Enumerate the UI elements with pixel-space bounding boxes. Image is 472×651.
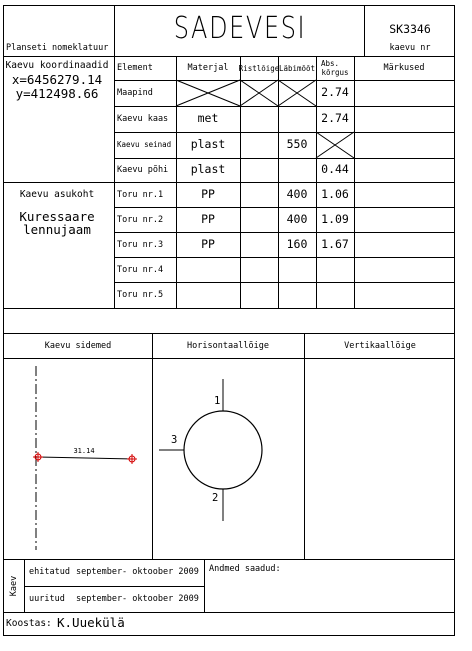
horizontal-section-label: Horisontaallõige bbox=[187, 341, 269, 351]
page-title: SADEVESI bbox=[173, 11, 307, 46]
row-diameter: 160 bbox=[286, 237, 308, 251]
header-notes: Märkused bbox=[383, 63, 425, 73]
row-diameter: 400 bbox=[286, 212, 308, 226]
ties-label: Kaevu sidemed bbox=[44, 341, 112, 351]
row-height: 1.09 bbox=[321, 212, 349, 226]
well-id-label: kaevu nr bbox=[389, 43, 431, 53]
location-line1: Kuressaare bbox=[19, 209, 95, 224]
row-element: Toru nr.2 bbox=[117, 215, 164, 225]
location-label: Kaevu asukoht bbox=[19, 189, 95, 200]
coords-label: Kaevu koordinaadid bbox=[5, 60, 109, 71]
header-abs-height: kõrgus bbox=[321, 68, 349, 77]
row-element: Toru nr.4 bbox=[117, 265, 164, 275]
row-element: Kaevu seinad bbox=[117, 140, 172, 149]
vertical-section-label: Vertikaallõige bbox=[344, 341, 416, 351]
header-element: Element bbox=[117, 63, 153, 73]
surveyed-label: uuritud bbox=[29, 594, 65, 604]
row-element: Maapind bbox=[117, 88, 153, 98]
row-material: PP bbox=[201, 187, 215, 201]
row-material: plast bbox=[190, 137, 226, 151]
ties-distance: 31.14 bbox=[73, 447, 95, 455]
row-height: 2.74 bbox=[321, 85, 349, 99]
row-height: 0.44 bbox=[321, 162, 349, 176]
surveyed-date: september- oktoober 2009 bbox=[76, 594, 199, 604]
row-diameter: 400 bbox=[286, 187, 308, 201]
kaev-label: Kaev bbox=[8, 575, 19, 597]
built-label: ehitatud bbox=[29, 567, 70, 577]
compiler-name: K.Uuekülä bbox=[57, 615, 125, 630]
coord-y: y=412498.66 bbox=[15, 86, 99, 101]
row-element: Toru nr.1 bbox=[117, 190, 164, 200]
well-circle bbox=[184, 411, 262, 489]
well-id: SK3346 bbox=[389, 22, 431, 36]
compiler-label: Koostas: bbox=[6, 618, 52, 629]
built-date: september- oktoober 2009 bbox=[76, 567, 199, 577]
row-material: PP bbox=[201, 237, 215, 251]
header-abs-height: Abs. bbox=[320, 59, 340, 68]
row-element: Toru nr.5 bbox=[117, 290, 164, 300]
pipe-label: 2 bbox=[212, 492, 219, 504]
row-height: 1.67 bbox=[321, 237, 349, 251]
coord-x: x=6456279.14 bbox=[11, 72, 103, 87]
row-height: 1.06 bbox=[321, 187, 349, 201]
header-material: Materjal bbox=[187, 63, 229, 73]
row-element: Kaevu kaas bbox=[117, 114, 169, 124]
header-diameter: Läbimõõt bbox=[278, 64, 316, 73]
row-material: met bbox=[197, 111, 219, 125]
plansheet-label: Planseti nomeklatuur bbox=[6, 43, 109, 53]
row-element: Kaevu põhi bbox=[117, 165, 169, 175]
row-diameter: 550 bbox=[286, 137, 308, 151]
pipe-label: 1 bbox=[214, 395, 221, 407]
row-height: 2.74 bbox=[321, 111, 349, 125]
data-source-label: Andmed saadud: bbox=[209, 564, 281, 574]
row-material: plast bbox=[190, 162, 226, 176]
location-line2: lennujaam bbox=[23, 222, 91, 237]
row-material: PP bbox=[201, 212, 215, 226]
pipe-label: 3 bbox=[171, 434, 178, 446]
row-element: Toru nr.3 bbox=[117, 240, 164, 250]
header-slope: Ristlõige bbox=[238, 64, 280, 73]
